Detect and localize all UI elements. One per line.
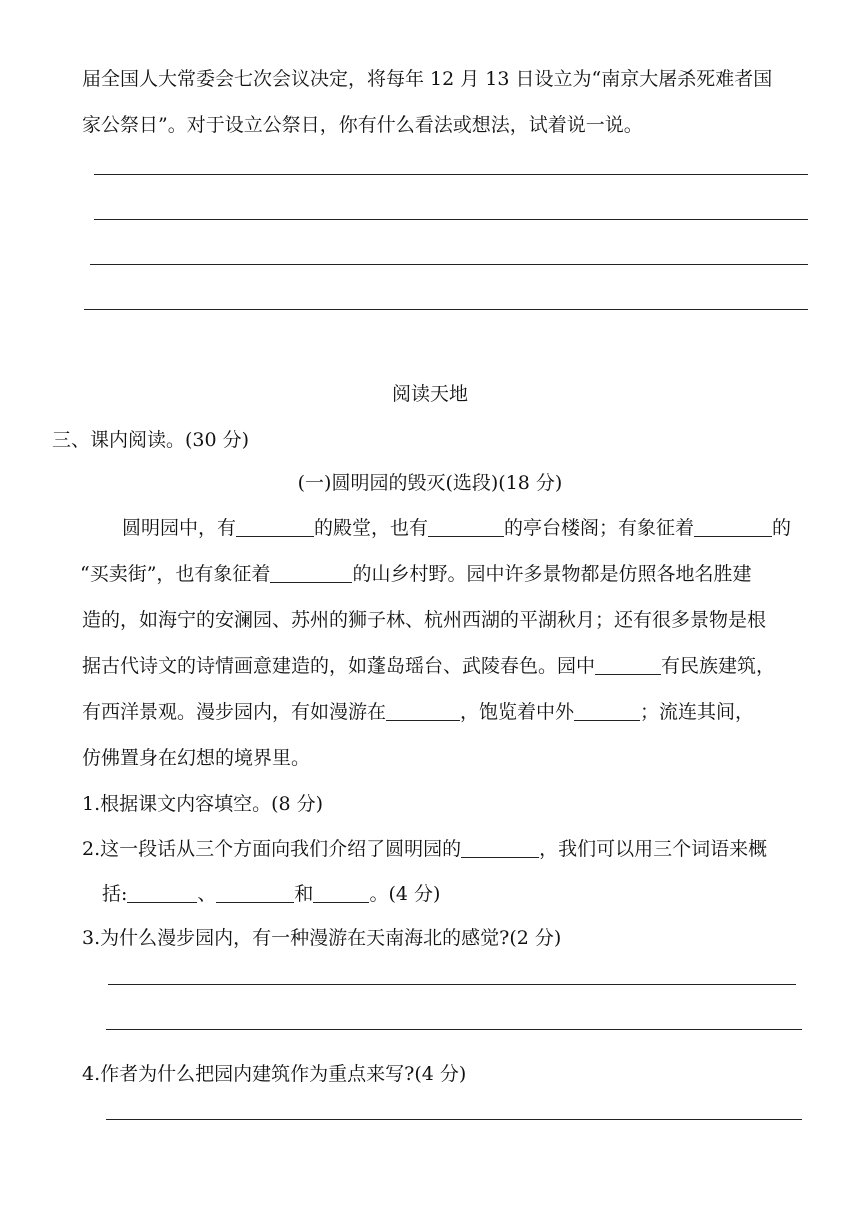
answer-line[interactable] [94, 219, 808, 220]
question-4: 4.作者为什么把园内建筑作为重点来写?(4 分) [82, 1063, 467, 1085]
fill-blank[interactable] [236, 517, 314, 537]
fill-blank[interactable] [574, 701, 640, 721]
question-text: 2.这一段话从三个方面向我们介绍了圆明园的 [82, 838, 462, 860]
question-3: 3.为什么漫步园内，有一种漫游在天南海北的感觉?(2 分) [82, 927, 562, 949]
question-2-cont [102, 879, 440, 906]
passage-text: 的亭台楼阁；有象征着 [504, 517, 695, 539]
passage-text: ，饱览着中外 [460, 701, 575, 723]
intro-line-2: 家公祭日”。对于设立公祭日，你有什么看法或想法，试着说一说。 [82, 114, 643, 136]
answer-line[interactable] [106, 1029, 802, 1030]
passage-line-3: 造的，如海宁的安澜园、苏州的狮子林、杭州西湖的平湖秋月；还有很多景物是根 [82, 609, 767, 631]
fill-blank[interactable] [270, 563, 352, 583]
answer-line[interactable] [90, 264, 808, 265]
fill-blank[interactable] [461, 838, 539, 858]
fill-blank[interactable] [127, 883, 197, 903]
answer-line[interactable] [84, 309, 808, 310]
passage-text: “买卖街”，也有象征着 [80, 563, 271, 585]
passage-line-1 [122, 513, 791, 540]
fill-blank[interactable] [386, 701, 460, 721]
passage-text: 的 [772, 517, 792, 539]
fill-blank[interactable] [694, 517, 772, 537]
fill-blank[interactable] [428, 517, 504, 537]
fill-blank[interactable] [313, 883, 369, 903]
passage-title: (一)圆明园的毁灭(选段)(18 分) [297, 472, 563, 494]
passage-text: 据古代诗文的诗情画意建造的，如蓬岛瑶台、武陵春色。园中 [82, 655, 596, 677]
passage-text: 圆明园中，有 [122, 517, 237, 539]
answer-line[interactable] [94, 174, 808, 175]
intro-line-1: 届全国人大常委会七次会议决定，将每年 12 月 13 日设立为“南京大屠杀死难者国 [82, 68, 773, 90]
passage-text: 的殿堂，也有 [314, 517, 429, 539]
question-text: 和 [294, 883, 314, 905]
answer-line[interactable] [106, 1119, 802, 1120]
passage-line-6: 仿佛置身在幻想的境界里。 [82, 747, 311, 769]
passage-text: 有民族建筑， [661, 655, 776, 677]
passage-text: ；流连其间， [640, 701, 755, 723]
question-text: 。(4 分) [369, 883, 441, 905]
question-text: 、 [197, 883, 217, 905]
fill-blank[interactable] [595, 655, 661, 675]
passage-line-2 [80, 559, 751, 586]
passage-line-4 [82, 651, 775, 678]
question-text: ，我们可以用三个词语来概 [539, 838, 768, 860]
answer-line[interactable] [108, 984, 796, 985]
section-heading: 三、课内阅读。(30 分) [52, 429, 250, 451]
question-text: 括: [102, 883, 128, 905]
question-2 [82, 834, 767, 861]
fill-blank[interactable] [216, 883, 294, 903]
passage-text: 的山乡村野。园中许多景物都是仿照各地名胜建 [352, 563, 752, 585]
section-title: 阅读天地 [391, 383, 468, 405]
question-1: 1.根据课文内容填空。(8 分) [82, 793, 324, 815]
passage-text: 有西洋景观。漫步园内，有如漫游在 [82, 701, 387, 723]
passage-line-5 [82, 697, 754, 724]
